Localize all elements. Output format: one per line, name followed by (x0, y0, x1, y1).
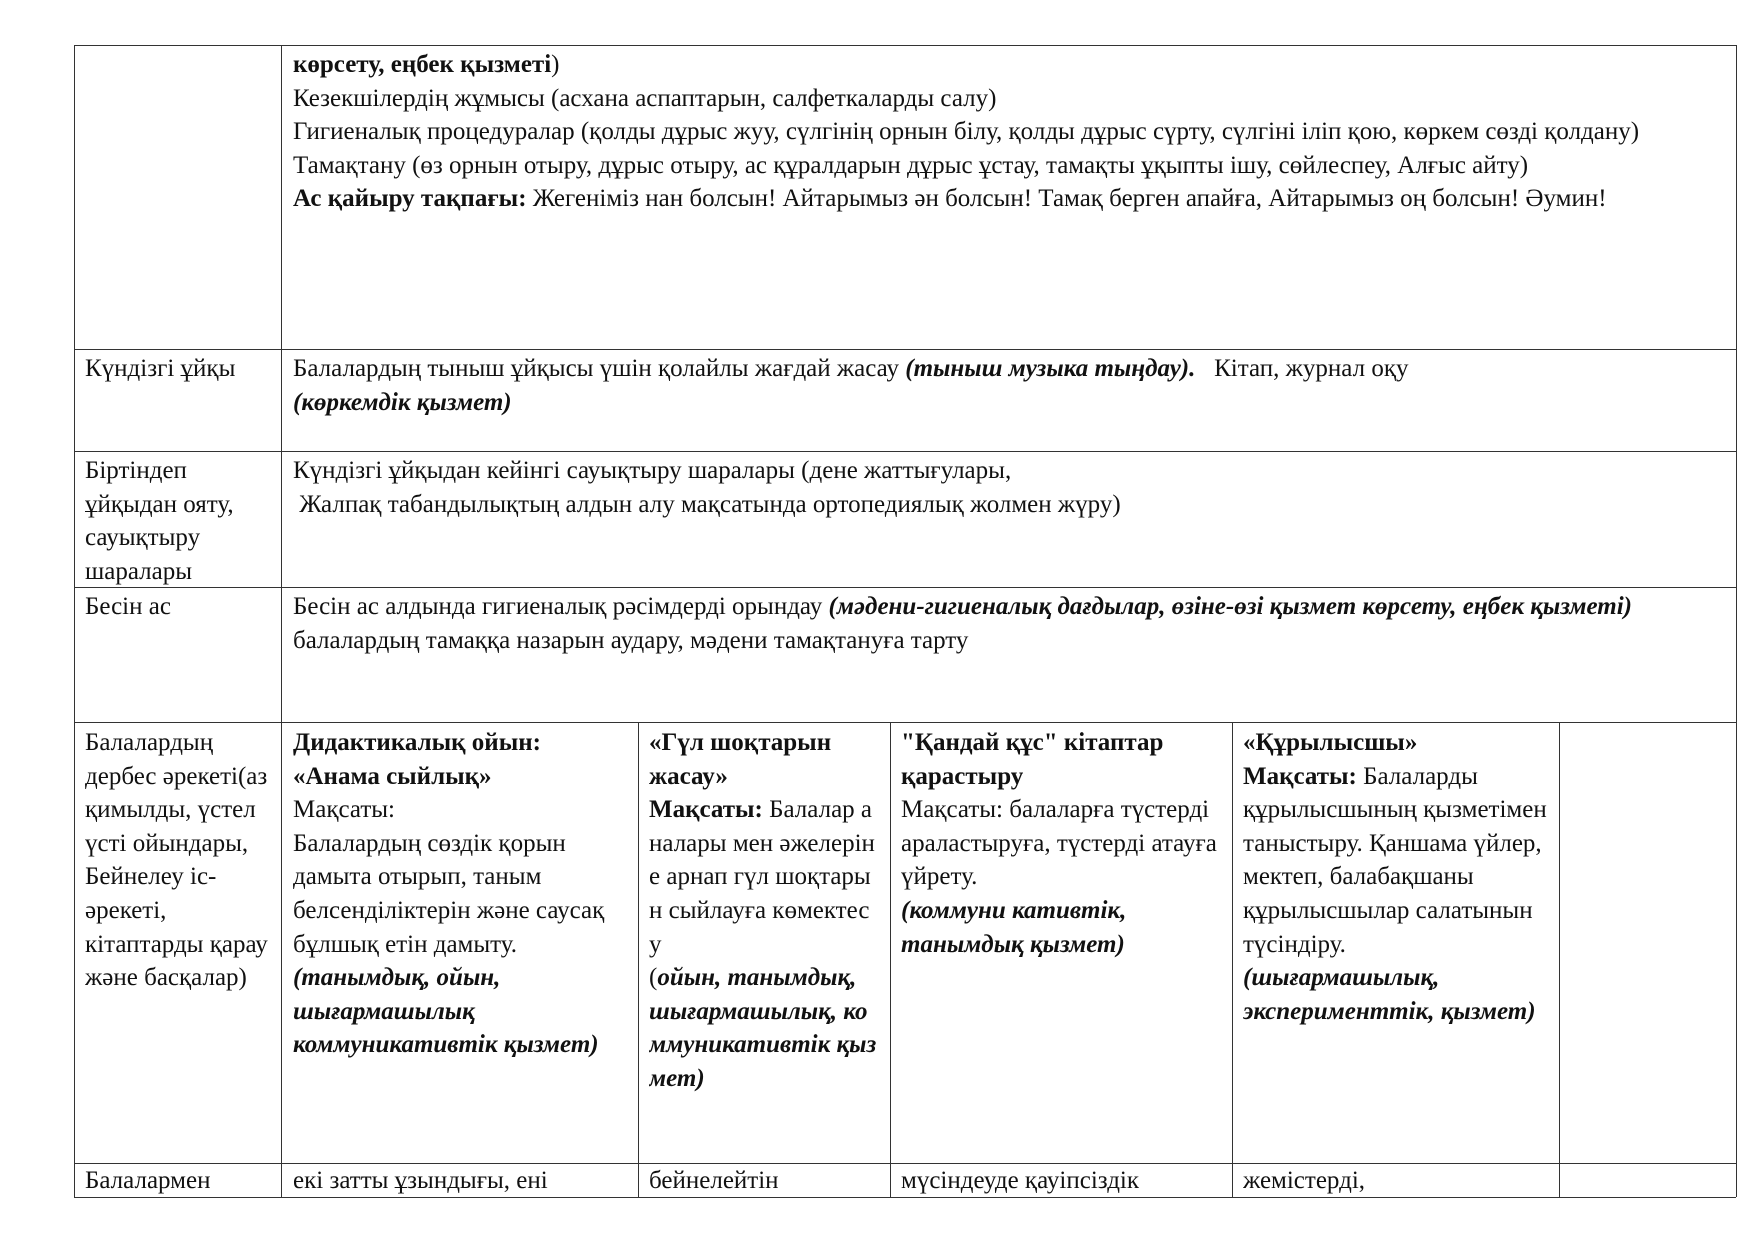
row4-text: Бесін ас алдында гигиеналық рәсімдерді орындау (293, 593, 829, 620)
column-divider-1 (281, 45, 282, 1197)
row2-label-cell (85, 352, 275, 386)
row6-col4-text: жемістерді, (1243, 1167, 1366, 1194)
row5-col2-title: «Гүл шоқтарын жасау» (649, 729, 832, 790)
row1-line4: Тамақтану (өз орнын отыру, дұрыс отыру, ас құралдарын дұрыс ұстау, тамақты ұқыпты ішу, сөйлеспеу, Алғыс айту) (293, 151, 1529, 179)
row5-col1-goal-label: Мақсаты: (293, 796, 395, 824)
row5-col4-cell (1243, 726, 1551, 1028)
row4-label-cell (85, 590, 275, 624)
row-divider-1 (74, 349, 1736, 350)
row2-bold-italic: (тыныш музыка тыңдау). (905, 355, 1196, 382)
column-divider-5 (1559, 722, 1560, 1197)
row5-col2-goal (649, 793, 881, 961)
row5-col3-tags: (коммуни кативтік, танымдық қызмет) (901, 896, 1127, 958)
row5-col2-goal-text: Балалар аналары мен әжелеріне арнап гүл шоқтарын сыйлауға көмектесу (649, 796, 875, 958)
row5-label: Балалардың дербес әрекеті(аз қимылды, үстел үсті ойындары, Бейнелеу іс-әрекеті, кітаптарды қарау және басқалар) (85, 729, 268, 992)
row5-label-cell (85, 726, 275, 995)
column-divider-2 (638, 722, 639, 1197)
row6-col2-text: бейнелейтін (649, 1167, 779, 1194)
row2-text: Балалардың тыныш ұйқысы үшін қолайлы жағдай жасау (293, 355, 906, 382)
row5-col4-title: «Құрылысшы» (1243, 729, 1418, 756)
row6-col1-cell (293, 1164, 629, 1197)
row5-col2-tags-open: ( (649, 964, 658, 992)
row3-label: Біртіндеп ұйқыдан ояту, сауықтыру шаралары (85, 457, 234, 585)
column-divider-3 (890, 722, 891, 1197)
row5-col1-cell (293, 726, 629, 1062)
row4-line2: балалардың тамаққа назарын аудару, мәдени тамақтануға тарту (293, 626, 969, 654)
row5-col4-tags: (шығармашылық, эксперименттік, қызмет) (1243, 964, 1536, 1025)
column-divider-4 (1232, 722, 1233, 1197)
row6-col3-text: мүсіндеуде қауіпсіздік (901, 1167, 1140, 1194)
row6-col3-cell (901, 1164, 1223, 1197)
row4-label: Бесін ас (85, 593, 171, 620)
row6-col4-cell (1243, 1164, 1551, 1197)
row5-col2-goal-label: Мақсаты: (649, 796, 763, 824)
row1-line1-bold: көрсету, еңбек қызметі (293, 51, 552, 78)
row1-line1-end: ) (551, 51, 560, 78)
row5-col4-goal-label: Мақсаты: (1243, 762, 1357, 790)
row3-line2: Жалпақ табандылықтың алдын алу мақсатында ортопедиялық жолмен жүру) (293, 490, 1121, 518)
row-divider-2 (74, 451, 1736, 452)
row5-col3-goal-text: Мақсаты: балаларға түстерді араластыруға, түстерді атауға үйрету. (901, 796, 1217, 891)
row2-text2: Кітап, журнал оқу (1195, 355, 1409, 382)
row3-label-cell (85, 454, 275, 588)
row1-line3: Гигиеналық процедуралар (қолды дұрыс жуу, сүлгінің орнын білу, қолды дұрыс сүрту, сүлгіні іліп қою, көркем сөзді қолдану) (293, 118, 1640, 146)
row5-col4-goal-text: Балаларды құрылысшының қызметімен таныстыру. Қаншама үйлер, мектеп, балабақшаны құрылысшылар салатынын түсіндіру. (1243, 762, 1547, 958)
row5-col1-goal-text: Балалардың сөздік қорын дамыта отырып, таным белсенділіктерін және саусақ бұлшық етін дамыту. (293, 829, 605, 958)
table-border-right (1736, 45, 1737, 1197)
row4-content-cell (293, 590, 1728, 657)
row4-bold-italic: (мәдени-гигиеналық дағдылар, өзіне-өзі қызмет көрсету, еңбек қызметі) (828, 593, 1632, 620)
row1-content-cell (293, 48, 1728, 216)
row5-col3-cell (901, 726, 1223, 961)
row3-content-cell (293, 454, 1728, 521)
row5-col1-tags: (танымдық, ойын, шығармашылық коммуникативтік қызмет) (293, 964, 599, 1059)
row3-line1: Күндізгі ұйқыдан кейінгі сауықтыру шаралары (дене жаттығулары, (293, 457, 1012, 484)
row1-rhyme-label: Ас қайыру тақпағы: (293, 185, 527, 213)
row2-line2: (көркемдік қызмет) (293, 388, 512, 416)
row5-col1-title: Дидактикалық ойын: «Анама сыйлық» (293, 729, 541, 790)
row4-line1 (293, 590, 1728, 624)
row-divider-4 (74, 722, 1736, 723)
row1-line5 (293, 182, 1728, 216)
table-border-top (74, 45, 1736, 46)
row1-rhyme-text: Жегеніміз нан болсын! Айтарымыз ән болсын! Тамақ берген апайға, Айтарымыз оң болсын! Әумин! (526, 185, 1607, 213)
row5-col3-title: "Қандай құс" кітаптар қарастыру (901, 729, 1164, 790)
row6-col1-text: екі затты ұзындығы, ені (293, 1167, 548, 1194)
table-border-left (74, 45, 75, 1197)
table-border-bottom (74, 1197, 1736, 1198)
row1-line1 (293, 48, 1728, 82)
row5-col2-cell (649, 726, 881, 1096)
row6-label: Балалармен (85, 1167, 211, 1194)
row5-col4-goal (1243, 760, 1551, 962)
row-divider-3 (74, 587, 1736, 588)
row6-label-cell (85, 1164, 275, 1197)
row2-label: Күндізгі ұйқы (85, 355, 236, 382)
row5-col2-tags (649, 961, 881, 1095)
row2-content-cell (293, 352, 1728, 419)
row1-line2: Кезекшілердің жұмысы (асхана аспаптарын, салфеткаларды салу) (293, 84, 997, 112)
row5-col2-tags-text: ойын, танымдық, шығармашылық, коммуникативтік қызмет) (649, 964, 877, 1092)
row2-line1 (293, 352, 1728, 386)
row6-col2-cell (649, 1164, 881, 1197)
